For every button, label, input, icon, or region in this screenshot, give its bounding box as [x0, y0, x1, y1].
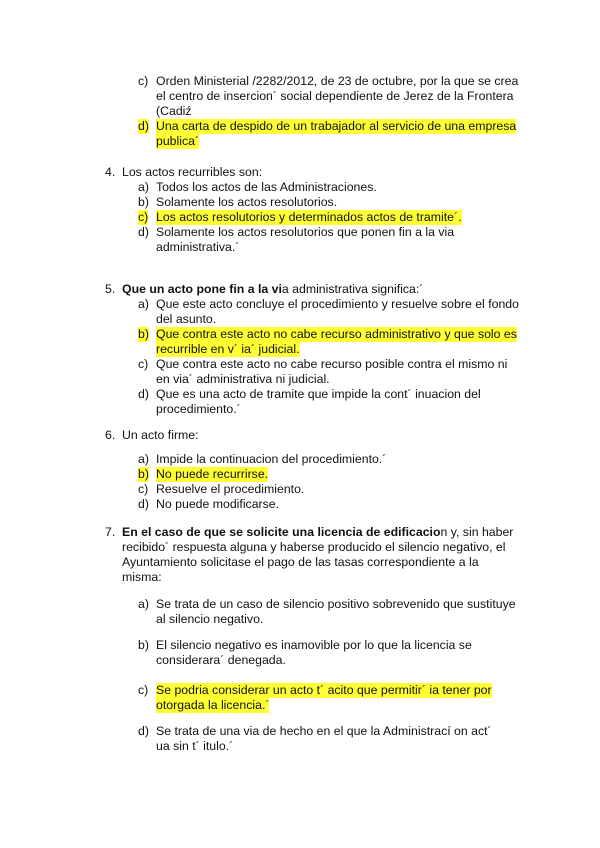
question-text [122, 282, 423, 297]
question-rest: a administrativa significa:´ [281, 282, 424, 296]
question-number: 7. [105, 525, 116, 539]
option-text: Se trata de un caso de silencio positivo sobrevenido que sustituye [156, 597, 516, 611]
option-label: d) [138, 119, 149, 133]
option-text: Todos los actos de las Administraciones. [156, 180, 377, 194]
question-number: 4. [105, 165, 116, 179]
question-rest: n y, sin haber [440, 525, 514, 539]
option-label: c) [138, 683, 149, 697]
option-text: Resuelve el procedimiento. [156, 482, 305, 496]
highlighted-option-text: publica´ [156, 134, 200, 148]
question-text: recibido´ respuesta alguna y haberse producido el silencio negativo, el [122, 540, 506, 554]
option-label: d) [138, 387, 149, 401]
option-text: el centro de insercion´ social dependiente de Jerez de la Frontera [156, 89, 514, 103]
option-label: c) [138, 210, 149, 224]
option-text: del asunto. [156, 312, 217, 326]
option-text: Orden Ministerial /2282/2012, de 23 de octubre, por la que se crea [156, 74, 519, 88]
question-text: Un acto firme: [122, 428, 199, 442]
option-label: d) [138, 225, 149, 239]
option-label: a) [138, 180, 149, 194]
highlighted-option-text: otorgada la licencia.´ [156, 698, 270, 712]
question-text: misma: [122, 570, 162, 584]
question-text: Los actos recurribles son: [122, 165, 263, 179]
option-label: b) [138, 638, 149, 652]
option-text: ua sin t´ itulo.´ [156, 739, 234, 753]
option-text: procedimiento.´ [156, 402, 241, 416]
highlighted-option-text: recurrible en v´ ia´ judicial. [156, 342, 300, 356]
highlighted-option-text: Una carta de despido de un trabajador al servicio de una empresa [156, 119, 517, 133]
option-label: c) [138, 74, 149, 88]
option-text: considerara´ denegada. [156, 653, 286, 667]
highlighted-option-text: Que contra este acto no cabe recurso administrativo y que solo es [156, 327, 517, 341]
highlighted-option-text: Los actos resolutorios y determinados actos de tramite´. [156, 210, 462, 224]
question-bold: En el caso de que se solicite una licencia de edificacio [122, 525, 441, 539]
option-text: Solamente los actos resolutorios. [156, 195, 338, 209]
option-label: a) [138, 297, 149, 311]
option-label: b) [138, 195, 149, 209]
question-text [122, 525, 513, 540]
option-text: Que contra este acto no cabe recurso posible contra el mismo ni [156, 357, 508, 371]
option-label: c) [138, 482, 149, 496]
option-text: Impide la continuacion del procedimiento.´ [156, 452, 387, 466]
option-label: c) [138, 357, 149, 371]
option-label: b) [138, 327, 149, 341]
option-label: a) [138, 452, 149, 466]
option-text: El silencio negativo es inamovible por lo que la licencia se [156, 638, 472, 652]
question-number: 5. [105, 282, 116, 296]
option-label: d) [138, 724, 149, 738]
option-text: administrativa.´ [156, 240, 240, 254]
highlighted-option-text: No puede recurrirse. [156, 467, 269, 481]
option-text: (Cadiź [156, 104, 192, 118]
question-number: 6. [105, 428, 116, 442]
option-text: Solamente los actos resolutorios que ponen fin a la via [156, 225, 455, 239]
option-text: Que es una acto de tramite que impide la cont´ inuacion del [156, 387, 481, 401]
option-text: Que este acto concluye el procedimiento y resuelve sobre el fondo [156, 297, 519, 311]
option-text: Se trata de una via de hecho en el que la Administrací on act´ [156, 724, 492, 738]
option-label: a) [138, 597, 149, 611]
highlighted-option-text: Se podria considerar un acto t´ acito que permitir´ ia tener por [156, 683, 492, 697]
option-text: al silencio negativo. [156, 612, 264, 626]
option-text: en via´ administrativa ni judicial. [156, 372, 330, 386]
question-bold: Que un acto pone fin a la vi [122, 282, 282, 296]
option-text: No puede modificarse. [156, 497, 280, 511]
option-label: b) [138, 467, 149, 481]
option-label: d) [138, 497, 149, 511]
question-text: Ayuntamiento solicitase el pago de las tasas correspondiente a la [122, 555, 479, 569]
